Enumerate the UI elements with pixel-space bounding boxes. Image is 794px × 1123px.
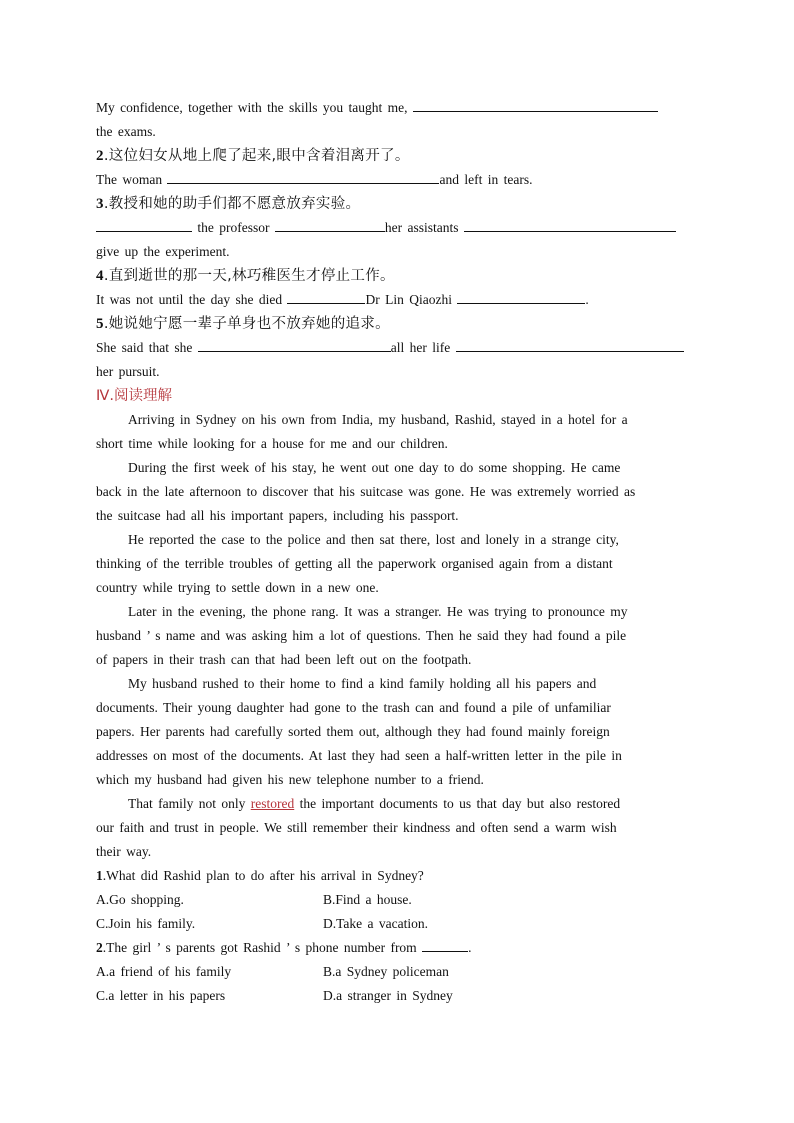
p6-after: the important documents to us that day but also restored xyxy=(299,796,621,811)
q2-blank[interactable] xyxy=(422,936,468,952)
item3-chinese xyxy=(96,192,698,216)
item2-blank[interactable] xyxy=(167,168,439,184)
item5-mid: all her life xyxy=(390,340,451,355)
q1-options-row2 xyxy=(96,912,698,936)
p2-line3: the suitcase had all his important papers, including his passport. xyxy=(96,508,459,523)
item5-line xyxy=(96,336,698,360)
item4-line xyxy=(96,288,698,312)
p6-before: That family not only xyxy=(128,796,246,811)
item5-blank-1[interactable] xyxy=(198,336,391,352)
q2-options-row2 xyxy=(96,984,698,1008)
item5-number: 5 xyxy=(96,316,104,332)
q1-option-d[interactable]: D.Take a vacation. xyxy=(323,916,429,931)
item3-mid1: the professor xyxy=(197,220,270,235)
p4-line1: Later in the evening, the phone rang. It was a stranger. He was trying to pronounce my xyxy=(128,604,628,619)
p3-line3: country while trying to settle down in a new one. xyxy=(96,580,379,595)
passage-paragraph-4 xyxy=(96,600,698,672)
item3-line xyxy=(96,216,698,240)
passage-paragraph-6 xyxy=(96,792,698,864)
q1-number: 1 xyxy=(96,868,103,883)
p5-line1: My husband rushed to their home to find a kind family holding all his papers and xyxy=(128,676,597,691)
q1-option-a[interactable]: A.Go shopping. xyxy=(96,892,184,907)
q1-text: .What did Rashid plan to do after his arrival in Sydney? xyxy=(102,868,424,883)
item5-chinese xyxy=(96,312,698,336)
item1-line xyxy=(96,96,698,120)
p6-line3: their way. xyxy=(96,844,152,859)
item3-blank-1[interactable] xyxy=(96,216,192,232)
p2-line2: back in the late afternoon to discover that his suitcase was gone. He was extremely worried as xyxy=(96,484,636,499)
p3-line2: thinking of the terrible troubles of getting all the paperwork organised again from a distant xyxy=(96,556,613,571)
item2-cn-text: .这位妇女从地上爬了起来,眼中含着泪离开了。 xyxy=(103,148,410,164)
q2-option-a[interactable]: A.a friend of his family xyxy=(96,964,232,979)
item3-cont: give up the experiment. xyxy=(96,244,230,259)
p2-line1: During the first week of his stay, he went out one day to do some shopping. He came xyxy=(128,460,621,475)
item1-prefix: My confidence, together with the skills you taught me, xyxy=(96,100,408,115)
q1-option-c[interactable]: C.Join his family. xyxy=(96,916,196,931)
p1-line1: Arriving in Sydney on his own from India, my husband, Rashid, stayed in a hotel for a xyxy=(128,412,628,427)
question-2: 2.The girl ’ s parents got Rashid ’ s phone number from . xyxy=(96,936,698,960)
q2-options-row1 xyxy=(96,960,698,984)
q2-number: 2 xyxy=(96,940,103,955)
item3-cn-text: .教授和她的助手们都不愿意放弃实验。 xyxy=(103,196,361,212)
passage-paragraph-2 xyxy=(96,456,698,528)
worksheet-page xyxy=(96,96,698,1008)
item4-prefix: It was not until the day she died xyxy=(96,292,283,307)
p5-line3: papers. Her parents had carefully sorted them out, although they had found mainly foreign xyxy=(96,724,610,739)
item5-prefix: She said that she xyxy=(96,340,193,355)
item4-blank-2[interactable] xyxy=(457,288,585,304)
question-1 xyxy=(96,864,698,888)
item4-number: 4 xyxy=(96,268,104,284)
p6-line2: our faith and trust in people. We still remember their kindness and often send a warm wish xyxy=(96,820,617,835)
passage-paragraph-1 xyxy=(96,408,698,456)
q1-options-row1 xyxy=(96,888,698,912)
passage-paragraph-3 xyxy=(96,528,698,600)
item4-mid: Dr Lin Qiaozhi xyxy=(365,292,452,307)
p5-line2: documents. Their young daughter had gone to the trash can and found a pile of unfamiliar xyxy=(96,700,611,715)
p1-line2: short time while looking for a house for me and our children. xyxy=(96,436,448,451)
p5-line4: addresses on most of the documents. At last they had seen a half-written letter in the pile in xyxy=(96,748,622,763)
p4-line3: of papers in their trash can that had been left out on the footpath. xyxy=(96,652,472,667)
item4-chinese xyxy=(96,264,698,288)
q1-option-b[interactable]: B.Find a house. xyxy=(323,892,412,907)
item5-blank-2[interactable] xyxy=(456,336,684,352)
item2-chinese xyxy=(96,144,698,168)
item2-suffix: and left in tears. xyxy=(439,172,533,187)
item3-blank-2[interactable] xyxy=(275,216,385,232)
p4-line2: husband ’ s name and was asking him a lot of questions. Then he said they had found a pile xyxy=(96,628,627,643)
item4-suffix: . xyxy=(585,292,589,307)
item3-blank-3[interactable] xyxy=(464,216,676,232)
reading-heading: Ⅳ.阅读理解 xyxy=(96,388,172,404)
item3-number: 3 xyxy=(96,196,104,212)
p5-line5: which my husband had given his new telephone number to a friend. xyxy=(96,772,484,787)
passage-paragraph-5 xyxy=(96,672,698,792)
q2-option-d[interactable]: D.a stranger in Sydney xyxy=(323,988,453,1003)
item1-cont: the exams. xyxy=(96,124,156,139)
item5-cont: her pursuit. xyxy=(96,364,160,379)
q2-option-b[interactable]: B.a Sydney policeman xyxy=(323,964,449,979)
item3-mid2: her assistants xyxy=(384,220,459,235)
item2-number: 2 xyxy=(96,148,104,164)
q2-option-c[interactable]: C.a letter in his papers xyxy=(96,988,226,1003)
item5-cn-text: .她说她宁愿一辈子单身也不放弃她的追求。 xyxy=(103,316,390,332)
item1-blank[interactable] xyxy=(413,96,658,112)
item4-cn-text: .直到逝世的那一天,林巧稚医生才停止工作。 xyxy=(103,268,395,284)
item2-prefix: The woman xyxy=(96,172,163,187)
p3-line1: He reported the case to the police and then sat there, lost and lonely in a strange city, xyxy=(128,532,619,547)
item2-line xyxy=(96,168,698,192)
q2-text: .The girl ’ s parents got Rashid ’ s phone number from xyxy=(102,940,417,955)
reading-passage xyxy=(96,408,698,864)
restored-link[interactable]: restored xyxy=(250,796,295,811)
item4-blank-1[interactable] xyxy=(287,288,365,304)
